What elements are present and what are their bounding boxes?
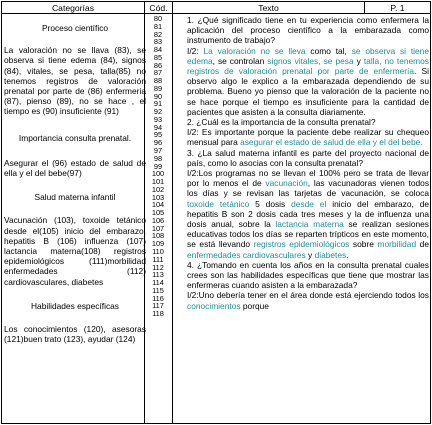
code-number: 82 xyxy=(153,29,163,39)
code-number: 89 xyxy=(153,83,163,93)
answer-1: I/2: La valoración no se lleva como tal, se observa si tiene edema, se controlan signos vitales, se pesa y talla, no tenemos registros de valoración prenatal por parte de enfermería. Si observo algo le explico a la embarazada dependiendo de su problema. Bueno yo pienso que la valoración de la paciente no se hace porque el tiempo es insuficiente para la cantidad de pacientes que asisten a la consulta diariamente. xyxy=(187,45,429,117)
category-text: Asegurar el (96) estado de salud de ella y el del bebe(97) xyxy=(4,157,146,179)
answer-2: I/2: Es importante porque la paciente debe realizar su chequeo mensual para asegurar el estado de salud de ella y el del bebe. xyxy=(187,127,429,148)
answer-4: I/2:Uno debería tener en el área donde está ejerciendo todos los conocimientos porque xyxy=(187,290,429,311)
question-1: 1. ¿Qué significado tiene en tu experiencia como enfermera la aplicación del proceso científico a la embarazada como instrumento de trabajo? xyxy=(187,15,429,46)
code-number: 103 xyxy=(151,192,165,202)
code-number: 81 xyxy=(153,21,163,31)
code-number: 118 xyxy=(152,309,164,319)
code-number: 109 xyxy=(151,239,165,249)
code-number: 95 xyxy=(153,130,163,140)
code-number: 105 xyxy=(151,208,165,218)
codes-column xyxy=(145,15,171,318)
code-number: 112 xyxy=(152,262,164,272)
transcript-table xyxy=(1,1,431,424)
code-number: 97 xyxy=(153,146,163,156)
code-number: 100 xyxy=(151,169,165,179)
column-divider xyxy=(172,2,173,423)
code-number: 107 xyxy=(151,223,165,233)
question-2: 2. ¿Cuál es la importancia de la consulta prenatal? xyxy=(187,117,376,128)
header-categorias: Categorías xyxy=(51,3,95,13)
code-number: 92 xyxy=(153,107,163,117)
answer-3: I/2:Los programas no se llevan el 100% pero se trata de llevar por lo menos el de vacunación, las vacunadoras vienen todos los días y se revisan las tarjetas de vacunación, se coloca toxoide tetánico 5 dosis desde el inicio del embarazo, de hepatitis B son 2 dosis cada tres meses y la de influenza una dosis anual, sobre la lactancia materna se realizan sesiones educativas todos los días se reparten trípticos en este momento, se está llevando registros epidemiológicos sobre morbilidad de enfermedades cardiovasculares y diabetes. xyxy=(187,168,430,260)
header-page: P. 1 xyxy=(390,3,405,13)
code-number: 83 xyxy=(153,37,163,47)
question-4: 4. ¿Tomando en cuenta los años en la consulta prenatal cuales crees son las habilidades específicas que tiene que mostrar las enfermeras cuando asisten a la embarazada? xyxy=(187,259,429,291)
header-texto: Texto xyxy=(258,3,279,13)
code-number: 106 xyxy=(151,215,165,225)
category-text: Los conocimientos (120), asesoras (121)buen trato (123), ayudar (124) xyxy=(4,324,146,345)
code-number: 90 xyxy=(153,91,163,101)
question-3: 3. ¿La salud materna infantil es parte del proyecto nacional de país, como lo asocias con la consulta prenatal? xyxy=(187,147,429,168)
header-cod: Cód. xyxy=(149,3,168,13)
code-number: 86 xyxy=(153,60,163,70)
code-number: 84 xyxy=(153,45,163,55)
code-number: 104 xyxy=(151,200,165,210)
code-number: 113 xyxy=(152,270,164,280)
code-number: 87 xyxy=(153,68,163,78)
code-number: 85 xyxy=(153,52,163,62)
code-number: 98 xyxy=(153,153,163,163)
code-number: 93 xyxy=(153,114,163,124)
category-title: Importancia consulta prenatal. xyxy=(18,132,132,143)
category-title: Proceso científico xyxy=(41,23,109,33)
code-number: 111 xyxy=(152,254,164,264)
categories-column xyxy=(4,15,146,344)
code-number: 91 xyxy=(153,99,163,109)
category-title: Salud materna infantil xyxy=(34,192,116,203)
category-text: Vacunación (103), toxoide tetánico desde el(105) inicio del embarazo, hepatitis B (106) influenza (107) lactancia materna(108) registros epidemiológicos (111)morbilidad enfermedades (112) cardiovasculares, diabetes xyxy=(4,215,146,287)
code-number: 108 xyxy=(151,231,165,241)
code-number: 114 xyxy=(152,278,164,288)
code-number: 80 xyxy=(153,14,163,23)
code-number: 96 xyxy=(153,138,163,148)
transcript-text-column xyxy=(187,15,429,311)
code-number: 99 xyxy=(153,161,163,171)
code-number: 115 xyxy=(152,285,164,295)
code-number: 110 xyxy=(152,246,164,256)
category-text: La valoración no se llava (83), se observa si tiene edema (84), signos (84), vitales, se pesa, talla(85) no tenemos registros de valoración prenatal por parte de (86) enfermeria (87), pienso (89), no se hace , el tiempo es (90) insuficiente (91) xyxy=(4,45,146,117)
code-number: 117 xyxy=(152,301,164,311)
code-number: 88 xyxy=(153,76,163,86)
code-number: 94 xyxy=(153,122,163,132)
code-number: 101 xyxy=(151,177,165,187)
code-number: 116 xyxy=(152,293,164,303)
category-title: Habilidades específicas xyxy=(31,300,119,311)
code-number: 102 xyxy=(151,184,165,194)
